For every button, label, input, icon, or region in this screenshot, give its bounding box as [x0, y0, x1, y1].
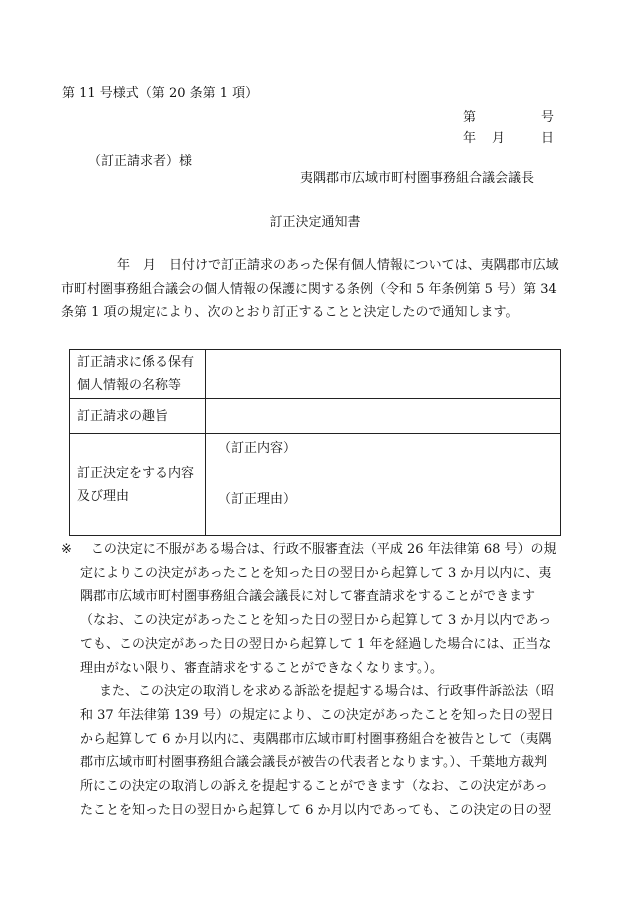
note-line: 和 37 年法律第 139 号）の規定により、この決定があったことを知った日の翌日: [80, 707, 554, 723]
label-line: 及び理由: [77, 488, 130, 504]
label-line: 訂正請求に係る保有: [77, 355, 195, 370]
notes: [61, 538, 581, 822]
decision-value: [206, 434, 561, 536]
intro-line: 年 月 日付けで訂正請求のあった保有個人情報については、夷隅郡市広域: [117, 258, 559, 273]
month-label: 月: [492, 131, 506, 146]
intro-paragraph: [61, 254, 561, 325]
table-row: [70, 399, 561, 434]
note-line: 所にこの決定の取消しの訴えを提起することができます（なお、この決定があっ: [80, 779, 548, 795]
note-line: 理由がない限り、審査請求をすることができなくなります。）。: [80, 660, 443, 676]
recipient: （訂正請求者）様: [88, 154, 193, 169]
note-line: [61, 538, 581, 562]
form-number: 第 11 号様式（第 20 条第 1 項）: [62, 86, 259, 101]
note-line: 郡市広域市町村圏事務組合議会議長が被告の代表者となります。）、千葉地方裁判: [80, 755, 547, 771]
table-row: [70, 434, 561, 536]
note-line: ても、この決定があった日の翌日から起算して 1 年を経過した場合には、正当な: [80, 636, 552, 652]
info-name-label: [70, 350, 206, 399]
correction-content-label: （訂正内容）: [218, 441, 297, 456]
correction-reason-label: （訂正理由）: [218, 492, 297, 507]
document-date: [463, 127, 554, 146]
label-line: 個人情報の名称等: [77, 378, 182, 393]
note-line: たことを知った日の翌日から起算して 6 か月以内であっても、この決定の日の翌: [80, 802, 552, 818]
note-text: この決定に不服がある場合は、行政不服審査法（平成 26 年法律第 68 号）の規: [90, 542, 557, 557]
year-label: 年: [463, 131, 477, 146]
day-label: 日: [541, 131, 555, 146]
note-mark: ※: [61, 542, 72, 557]
note-line: また、この決定の取消しを求める訴訟を提起する場合は、行政事件訴訟法（昭: [99, 684, 555, 700]
intro-line: 市町村圏事務組合議会の個人情報の保護に関する条例（令和 5 年条例第 5 号）第 34: [61, 281, 557, 297]
intro-line: 条第 1 項の規定により、次のとおり訂正することと決定したので通知します。: [61, 305, 519, 320]
document-number: [463, 106, 554, 125]
note-line: 定によりこの決定があったことを知った日の翌日から起算して 3 か月以内に、夷: [80, 565, 552, 581]
number-suffix: 号: [541, 110, 555, 125]
note-line: 隅郡市広域市町村圏事務組合議会議長に対して審査請求をすることができます: [80, 589, 536, 605]
correction-table: [69, 349, 561, 536]
info-name-value: [206, 350, 561, 399]
request-purpose-label: 訂正請求の趣旨: [70, 399, 206, 434]
document-title: 訂正決定通知書: [269, 215, 361, 230]
sender: 夷隅郡市広域市町村圏事務組合議会議長: [300, 171, 535, 186]
table-row: [70, 350, 561, 399]
label-line: 訂正決定をする内容: [77, 465, 195, 481]
decision-label: [70, 434, 206, 536]
request-purpose-value: [206, 399, 561, 434]
note-line: から起算して 6 か月以内に、夷隅郡市広域市町村圏事務組合を被告として（夷隅: [80, 731, 552, 747]
number-label: 第: [463, 110, 477, 125]
note-line: （なお、この決定があったことを知った日の翌日から起算して 3 か月以内であっ: [80, 613, 552, 629]
